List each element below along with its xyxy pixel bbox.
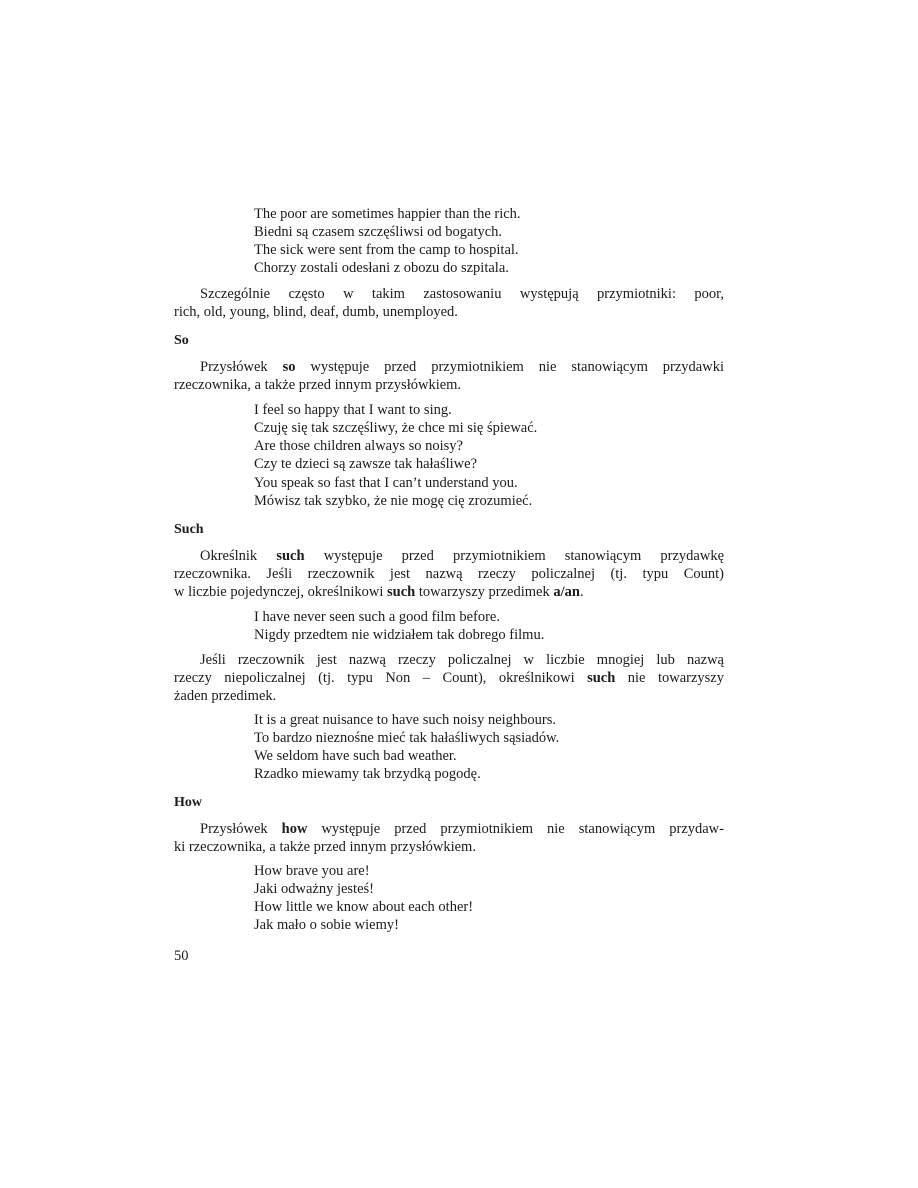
such-paragraph-2: Jeśli rzeczownik jest nazwą rzeczy policzalnej w liczbie mnogiej lub nazwą rzeczy niepoliczalnej (tj. typu Non – Count), określnikowi such nie towarzyszy żaden przedimek. xyxy=(174,652,724,704)
example-line: Rzadko miewamy tak brzydką pogodę. xyxy=(254,766,481,782)
example-line: Chorzy zostali odesłani z obozu do szpitala. xyxy=(254,260,509,276)
such-paragraph-1: Określnik such występuje przed przymiotnikiem stanowiącym przydawkę rzeczownika. Jeśli rzeczownik jest nazwą rzeczy policzalnej (tj. typu Count) w liczbie pojedynczej, określnikowi such towarzyszy przedimek a/an. xyxy=(174,548,725,600)
page-number: 50 xyxy=(174,948,189,964)
so-paragraph: Przysłówek so występuje przed przymiotnikiem nie stanowiącym przydawki rzeczownika, a także przed innym przysłówkiem. xyxy=(174,359,724,393)
example-line: The poor are sometimes happier than the rich. xyxy=(254,206,521,222)
section-heading-so: So xyxy=(174,333,189,348)
example-line: Czy te dzieci są zawsze tak hałaśliwe? xyxy=(254,456,478,472)
example-line: To bardzo nieznośne mieć tak hałaśliwych sąsiadów. xyxy=(254,730,560,746)
example-line: Czuję się tak szczęśliwy, że chce mi się śpiewać. xyxy=(254,420,538,436)
example-line: How brave you are! xyxy=(254,863,370,879)
example-line: I have never seen such a good film before. xyxy=(254,609,500,625)
example-line: Jak mało o sobie wiemy! xyxy=(254,917,399,933)
example-line: Mówisz tak szybko, że nie mogę cię zrozumieć. xyxy=(254,493,533,509)
example-line: I feel so happy that I want to sing. xyxy=(254,402,452,418)
example-line: Jaki odważny jesteś! xyxy=(254,881,374,897)
example-line: It is a great nuisance to have such noisy neighbours. xyxy=(254,712,557,728)
example-line: We seldom have such bad weather. xyxy=(254,748,457,764)
example-line: Biedni są czasem szczęśliwsi od bogatych. xyxy=(254,224,503,240)
how-paragraph: Przysłówek how występuje przed przymiotnikiem nie stanowiącym przydaw- ki rzeczownika, a także przed innym przysłówkiem. xyxy=(174,821,724,855)
example-line: Nigdy przedtem nie widziałem tak dobrego filmu. xyxy=(254,627,545,643)
example-line: The sick were sent from the camp to hospital. xyxy=(254,242,519,258)
example-line: You speak so fast that I can’t understand you. xyxy=(254,475,518,491)
intro-paragraph: Szczególnie często w takim zastosowaniu występują przymiotniki: poor, rich, old, young, blind, deaf, dumb, unemployed. xyxy=(174,286,724,320)
example-line: How little we know about each other! xyxy=(254,899,474,915)
example-line: Are those children always so noisy? xyxy=(254,438,463,454)
section-heading-how: How xyxy=(174,795,202,810)
section-heading-such: Such xyxy=(174,522,204,537)
